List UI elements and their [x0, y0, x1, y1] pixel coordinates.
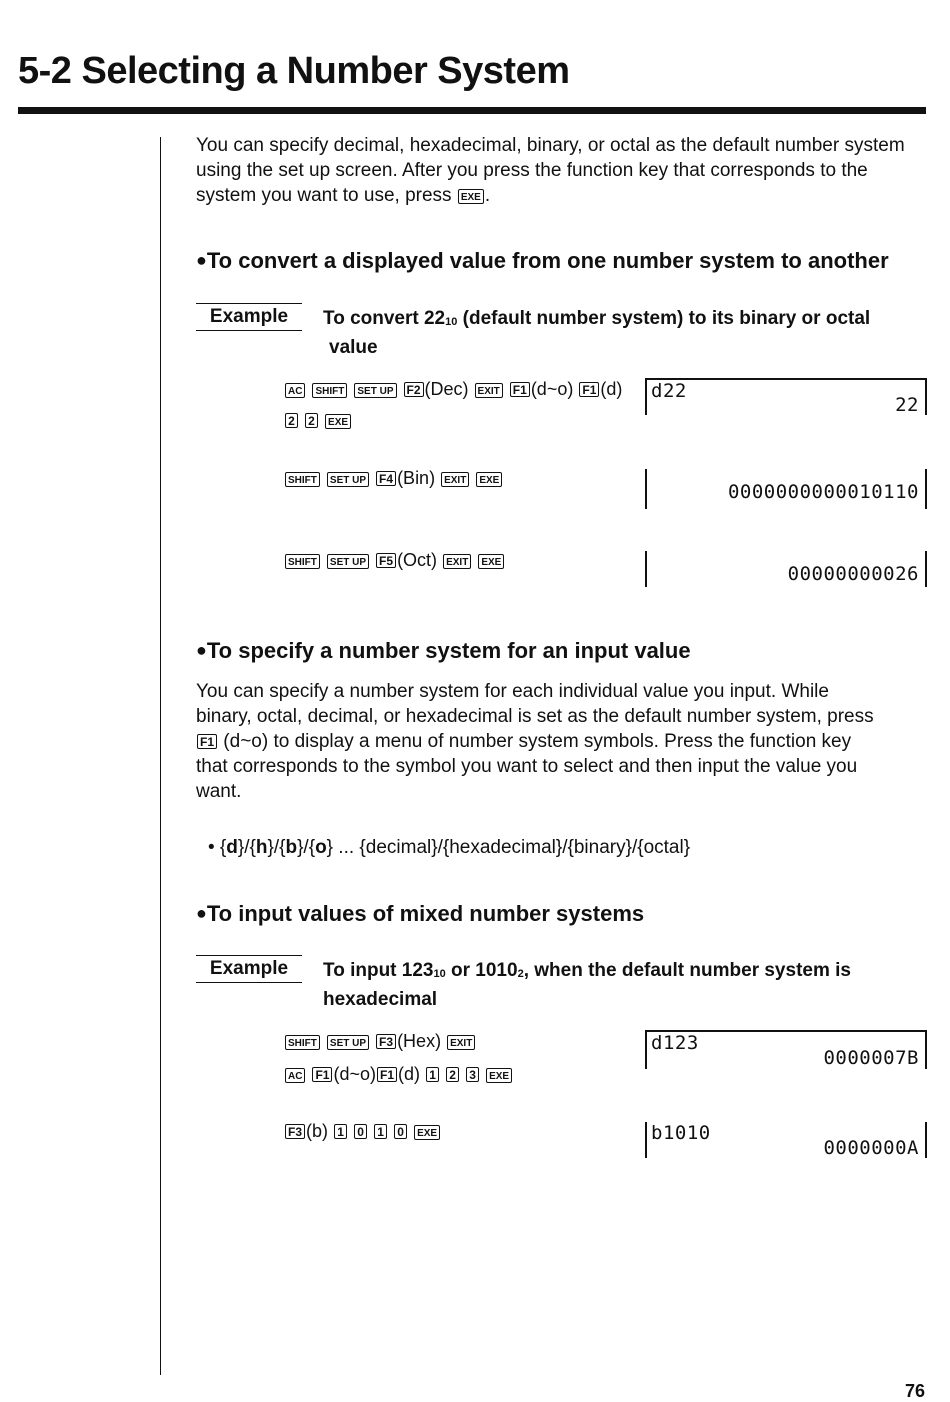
- mixed-heading-text: To input values of mixed number systems: [206, 901, 645, 926]
- f5-key-icon: F5: [376, 553, 396, 568]
- example-text-part: or 1010: [445, 960, 518, 981]
- digit-0-key-icon: 0: [354, 1124, 367, 1139]
- intro-line: [196, 183, 931, 208]
- key-sequence: [284, 1120, 441, 1142]
- paragraph-line: You can specify a number system for each individual value you input. While: [196, 681, 829, 702]
- calculator-screen: [645, 1122, 927, 1158]
- paragraph-line: [196, 729, 931, 754]
- calculator-screen: [645, 378, 927, 415]
- symbol-b: b: [285, 837, 298, 858]
- shift-key-icon: SHIFT: [285, 1035, 320, 1050]
- page-number: 76: [904, 1381, 925, 1401]
- shift-key-icon: SHIFT: [285, 554, 320, 569]
- example-line: hexadecimal: [323, 989, 438, 1010]
- exe-key-icon: EXE: [458, 189, 484, 204]
- f1-key-icon: F1: [197, 734, 217, 749]
- symbol-list-item: • {d}/{h}/{b}/{o} ... {decimal}/{hexadecimal}/{binary}/{octal}: [208, 837, 691, 858]
- f1-key-icon: F1: [510, 382, 530, 397]
- setup-key-icon: SET UP: [327, 472, 369, 487]
- calculator-screen: [645, 551, 927, 587]
- screen-input: d123: [651, 1032, 699, 1054]
- symbol-o: o: [315, 837, 327, 858]
- convert-heading-text: To convert a displayed value from one number system to another: [206, 248, 889, 273]
- key-caption: (Hex): [397, 1031, 442, 1051]
- exe-key-icon: EXE: [486, 1068, 512, 1083]
- digit-1-key-icon: 1: [334, 1124, 347, 1139]
- example-subscript: 10: [433, 968, 446, 980]
- f3-key-icon: F3: [376, 1034, 396, 1049]
- bullet-icon: ●: [196, 640, 207, 660]
- bullet-icon: ●: [196, 250, 207, 270]
- f1-key-icon: F1: [312, 1067, 332, 1082]
- example-text: [323, 958, 923, 1012]
- page-title: 5-2 Selecting a Number System: [18, 50, 570, 92]
- paragraph-line: binary, octal, decimal, or hexadecimal is set as the default number system, press: [196, 706, 874, 727]
- shift-key-icon: SHIFT: [312, 383, 347, 398]
- example-text-part: To convert 22: [323, 308, 446, 329]
- bullet-icon: ●: [196, 903, 207, 923]
- calculator-screen: [645, 1030, 927, 1069]
- intro-end: .: [484, 185, 491, 206]
- screen-result: 0000007B: [823, 1047, 919, 1069]
- example-text-part: To input 123: [323, 960, 434, 981]
- exit-key-icon: EXIT: [443, 554, 471, 569]
- key-caption: (Bin): [397, 468, 436, 488]
- key-caption: (d): [398, 1064, 421, 1084]
- paragraph-line: that corresponds to the symbol you want to select and then input the value you: [196, 756, 858, 777]
- f2-key-icon: F2: [404, 382, 424, 397]
- key-sequence: [284, 1030, 476, 1052]
- ac-key-icon: AC: [285, 1068, 305, 1083]
- key-caption: (d): [600, 379, 623, 399]
- screen-result: 0000000000010110: [727, 481, 919, 503]
- screen-result: 00000000026: [787, 563, 919, 585]
- digit-2-key-icon: 2: [305, 413, 318, 428]
- key-caption: (d~o): [333, 1064, 377, 1084]
- example-text-part: (default number system) to its binary or octal: [457, 308, 871, 329]
- digit-0-key-icon: 0: [394, 1124, 407, 1139]
- key-sequence: [284, 1063, 513, 1085]
- screen-input: d22: [651, 380, 687, 402]
- intro-line: You can specify decimal, hexadecimal, binary, or octal as the default number system: [196, 135, 905, 156]
- key-caption: (d~o): [530, 379, 574, 399]
- input-spec-paragraph: [196, 679, 931, 804]
- exe-key-icon: EXE: [478, 554, 504, 569]
- example-text-part: , when the default number system is: [523, 960, 851, 981]
- exe-key-icon: EXE: [325, 414, 351, 429]
- exit-key-icon: EXIT: [441, 472, 469, 487]
- intro-paragraph: [196, 133, 931, 208]
- setup-key-icon: SET UP: [354, 383, 396, 398]
- key-sequence: [284, 549, 505, 571]
- digit-1-key-icon: 1: [426, 1067, 439, 1082]
- example-line: value: [329, 337, 378, 358]
- screen-result: 0000000A: [823, 1137, 919, 1159]
- screen-result: 22: [895, 394, 919, 416]
- key-caption: (b): [306, 1121, 329, 1141]
- input-spec-heading-text: To specify a number system for an input value: [206, 638, 691, 663]
- intro-line: using the set up screen. After you press the function key that corresponds to the: [196, 160, 868, 181]
- symbol-h: h: [255, 837, 268, 858]
- example-line: [323, 306, 923, 335]
- exe-key-icon: EXE: [476, 472, 502, 487]
- example-label: Example: [196, 955, 302, 983]
- f1-key-icon: F1: [377, 1067, 397, 1082]
- setup-key-icon: SET UP: [327, 554, 369, 569]
- digit-1-key-icon: 1: [374, 1124, 387, 1139]
- key-sequence: [284, 378, 622, 400]
- digit-2-key-icon: 2: [285, 413, 298, 428]
- paragraph-line: want.: [196, 781, 242, 802]
- example-text: [323, 306, 923, 360]
- key-caption: (Oct): [397, 550, 438, 570]
- ac-key-icon: AC: [285, 383, 305, 398]
- exe-key-icon: EXE: [414, 1125, 440, 1140]
- f3-key-icon: F3: [285, 1124, 305, 1139]
- margin-rule: [160, 137, 161, 1375]
- setup-key-icon: SET UP: [327, 1035, 369, 1050]
- example-subscript: 2: [517, 968, 524, 980]
- symbol-description: ... {decimal}/{hexadecimal}/{binary}/{octal}: [333, 837, 691, 858]
- paragraph-text: (d~o) to display a menu of number system symbols. Press the function key: [218, 731, 852, 752]
- intro-line-text: system you want to use, press: [196, 185, 452, 206]
- mixed-heading: [196, 901, 644, 927]
- calculator-screen: [645, 469, 927, 509]
- convert-heading: [196, 248, 889, 274]
- digit-2-key-icon: 2: [446, 1067, 459, 1082]
- f4-key-icon: F4: [376, 471, 396, 486]
- shift-key-icon: SHIFT: [285, 472, 320, 487]
- screen-input: b1010: [651, 1122, 711, 1144]
- key-caption: (Dec): [424, 379, 469, 399]
- f1-key-icon: F1: [579, 382, 599, 397]
- exit-key-icon: EXIT: [475, 383, 503, 398]
- example-subscript: 10: [445, 316, 458, 328]
- symbol-d: d: [226, 837, 238, 858]
- title-rule: [18, 107, 926, 114]
- digit-3-key-icon: 3: [466, 1067, 479, 1082]
- list-bullet: •: [208, 837, 215, 858]
- input-spec-heading: [196, 638, 691, 664]
- example-label: Example: [196, 303, 302, 331]
- exit-key-icon: EXIT: [447, 1035, 475, 1050]
- example-line: [323, 958, 923, 987]
- key-sequence: [284, 409, 352, 431]
- key-sequence: [284, 467, 503, 489]
